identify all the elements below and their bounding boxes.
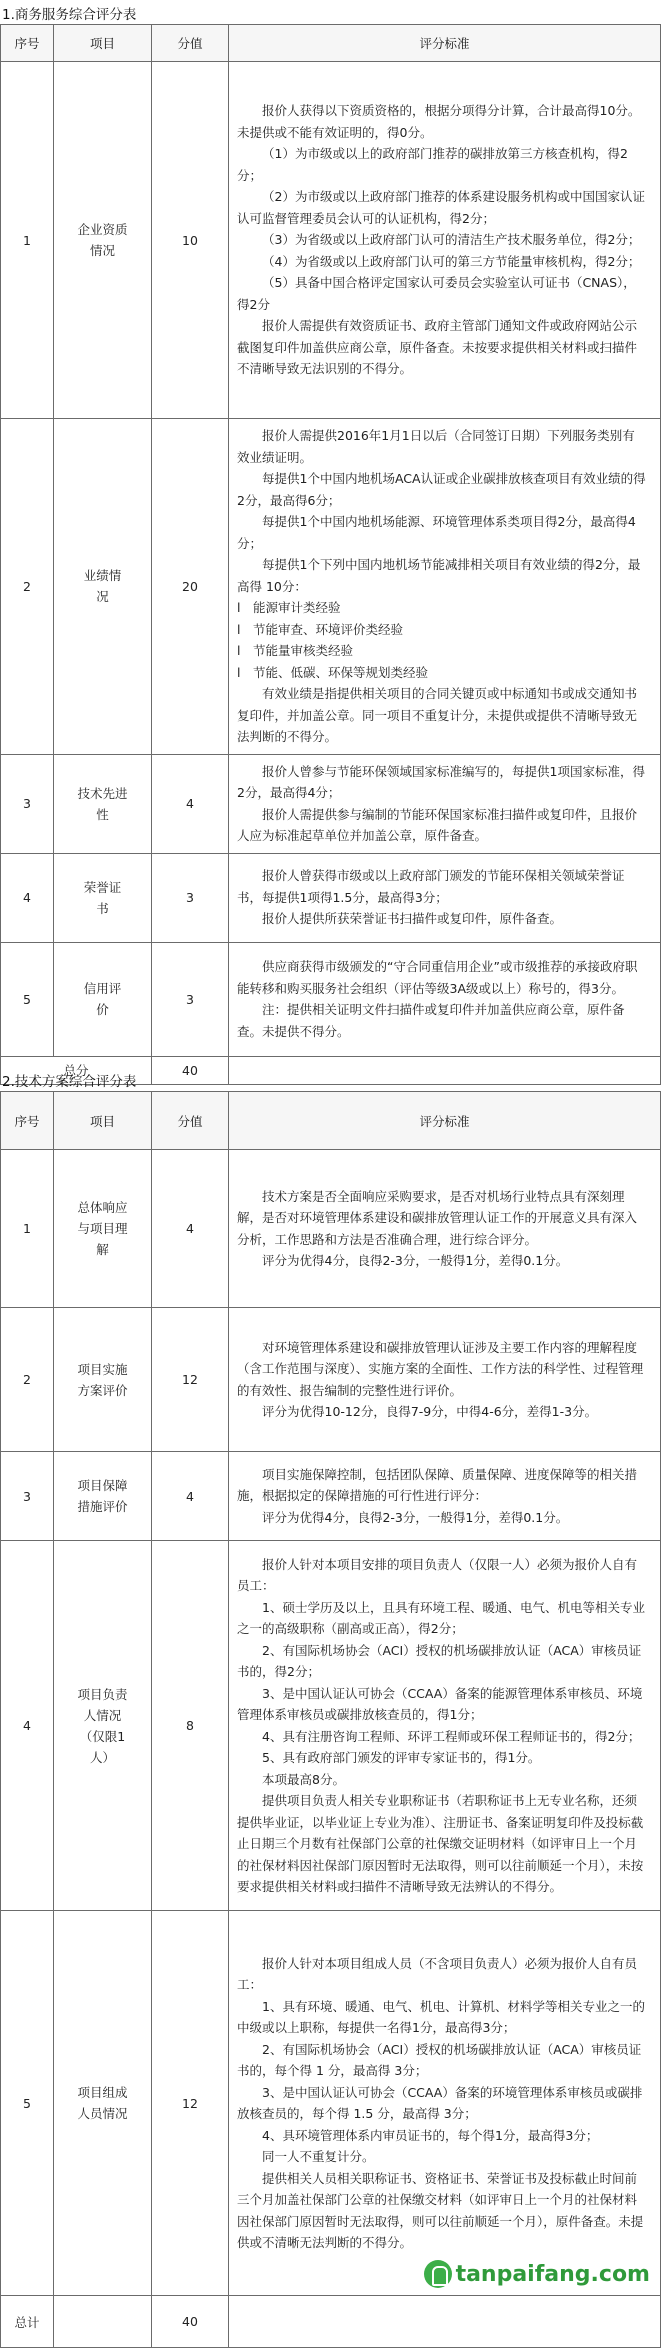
row-no: 4 xyxy=(1,1541,54,1911)
row-criteria xyxy=(229,1911,661,2296)
criteria-line: l 节能、低碳、环保等规划类经验 xyxy=(237,664,428,680)
criteria-line: 每提供1个中国内地机场能源、环境管理体系类项目得2分，最高得4分； xyxy=(237,514,636,551)
criteria-line: l 节能审查、环境评价类经验 xyxy=(237,621,403,637)
row-criteria xyxy=(229,62,661,419)
row-item: 项目保障措施评价 xyxy=(54,1452,152,1541)
row-criteria xyxy=(229,853,661,942)
row-score: 20 xyxy=(152,419,229,755)
criteria-line: 同一人不重复计分。 xyxy=(262,2149,375,2164)
criteria-line: 提供相关人员相关职称证书、资格证书、荣誉证书及投标截止时间前三个月加盖社保部门公章的社保缴交材料（如评审日上一个月的社保材料因社保部门原因暂时无法取得，则可以往前顺延一个月），原件备查。未提供或不清晰无法判断的不得分。 xyxy=(237,2170,644,2250)
row-item: 项目组成人员情况 xyxy=(54,1911,152,2296)
criteria-line: 技术方案是否全面响应采购要求，是否对机场行业特点具有深刻理解，是否对环境管理体系建设和碳排放管理认证工作的开展意义具有深入分析，工作思路和方法是否准确合理，进行综合评分。 xyxy=(237,1188,638,1247)
table-row xyxy=(1,419,661,755)
table-row xyxy=(1,1911,661,2296)
header-no: 序号 xyxy=(1,25,54,62)
total-label: 总计 xyxy=(1,2296,54,2348)
section2-title: 2.技术方案综合评分表 xyxy=(2,1074,137,1090)
total-row xyxy=(1,2296,661,2348)
table-row xyxy=(1,1308,661,1452)
table-row xyxy=(1,62,661,419)
criteria-line: 供应商获得市级颁发的“守合同重信用企业”或市级推荐的承接政府职能转移和购买服务社会组织（评估等级3A级或以上）称号的，得3分。 xyxy=(237,959,638,996)
table-row xyxy=(1,1150,661,1308)
criteria-line: 报价人需提供有效资质证书、政府主管部门通知文件或政府网站公示截图复印件加盖供应商公章，原件备查。未按要求提供相关材料或扫描件不清晰导致无法识别的不得分。 xyxy=(237,318,638,377)
row-score: 4 xyxy=(152,1150,229,1308)
criteria-line: （4）为省级或以上政府部门认可的第三方节能量审核机构，得2分； xyxy=(262,253,641,269)
header-item: 项目 xyxy=(54,25,152,62)
criteria-line: 本项最高8分。 xyxy=(262,1771,345,1787)
total-score: 40 xyxy=(152,1056,229,1084)
business-score-table xyxy=(0,24,661,1085)
row-criteria xyxy=(229,1308,661,1452)
row-item: 企业资质情况 xyxy=(54,62,152,419)
criteria-line: （3）为省级或以上政府部门认可的清洁生产技术服务单位，得2分； xyxy=(262,232,641,248)
criteria-line: 注：提供相关证明文件扫描件或复印件并加盖供应商公章，原件备查。未提供不得分。 xyxy=(237,1002,625,1039)
criteria-line: 报价人针对本项目组成人员（不含项目负责人）必须为报价人自有员工： xyxy=(237,1955,638,1992)
criteria-line: 2、有国际机场协会（ACI）授权的机场碳排放认证（ACA）审核员证书的，得2分； xyxy=(237,1642,642,1679)
row-score: 4 xyxy=(152,754,229,853)
row-item: 信用评价 xyxy=(54,942,152,1056)
row-score: 12 xyxy=(152,1911,229,2296)
header-score: 分值 xyxy=(152,1092,229,1150)
row-item: 项目负责人情况（仅限1人） xyxy=(54,1541,152,1911)
row-item: 总体响应与项目理解 xyxy=(54,1150,152,1308)
table-row xyxy=(1,1452,661,1541)
header-score: 分值 xyxy=(152,25,229,62)
row-item: 技术先进性 xyxy=(54,754,152,853)
table-row xyxy=(1,942,661,1056)
criteria-line: 5、具有政府部门颁发的评审专家证书的，得1分。 xyxy=(262,1750,541,1765)
watermark-text: tanpaifang.com xyxy=(455,2261,650,2287)
row-criteria xyxy=(229,1150,661,1308)
criteria-line: （2）为市级或以上政府部门推荐的体系建设服务机构或中国国家认证认可监督管理委员会认可的认证机构，得2分； xyxy=(237,189,645,226)
criteria-line: 1、硕士学历及以上，且具有环境工程、暖通、电气、机电等相关专业之一的高级职称（副高或正高），得2分； xyxy=(237,1599,645,1636)
table-row xyxy=(1,1541,661,1911)
criteria-line: 对环境管理体系建设和碳排放管理认证涉及主要工作内容的理解程度（含工作范围与深度）、实施方案的全面性、工作方法的科学性、过程管理的有效性、报告编制的完整性进行评价。 xyxy=(237,1339,644,1398)
row-criteria xyxy=(229,1541,661,1911)
criteria-line: （1）为市级或以上的政府部门推荐的碳排放第三方核查机构，得2分； xyxy=(237,146,628,183)
criteria-line: 3、是中国认证认可协会（CCAA）备案的能源管理体系审核员、环境管理体系审核员或碳排放核查员的，得1分； xyxy=(237,1685,643,1722)
row-no: 4 xyxy=(1,853,54,942)
row-score: 3 xyxy=(152,942,229,1056)
criteria-line: （5）具备中国合格评定国家认可委员会实验室认可证书（CNAS），得2分 xyxy=(237,275,636,312)
criteria-line: 评分为优得4分，良得2-3分，一般得1分，差得0.1分。 xyxy=(262,1509,569,1525)
header-item: 项目 xyxy=(54,1092,152,1150)
row-score: 10 xyxy=(152,62,229,419)
criteria-line: 有效业绩是指提供相关项目的合同关键页或中标通知书或成交通知书复印件，并加盖公章。同一项目不重复计分，未提供或提供不清晰导致无法判断的不得分。 xyxy=(237,686,638,744)
total-score: 40 xyxy=(152,2296,229,2348)
row-no: 1 xyxy=(1,1150,54,1308)
row-no: 2 xyxy=(1,419,54,755)
row-item: 项目实施方案评价 xyxy=(54,1308,152,1452)
table-row xyxy=(1,754,661,853)
carbon-leaf-icon xyxy=(424,2260,452,2288)
criteria-line: 每提供1个下列中国内地机场节能减排相关项目有效业绩的得2分，最高得 10分： xyxy=(237,557,641,594)
row-item: 荣誉证书 xyxy=(54,853,152,942)
criteria-line: 评分为优得10-12分，良得7-9分，中得4-6分，差得1-3分。 xyxy=(262,1404,598,1419)
header-criteria: 评分标准 xyxy=(229,25,661,62)
criteria-line: 报价人提供所获荣誉证书扫描件或复印件，原件备查。 xyxy=(262,911,563,927)
total-item-empty xyxy=(54,2296,152,2348)
criteria-line: 4、具环境管理体系内审员证书的，每个得1分，最高得3分； xyxy=(262,2127,599,2143)
table-row xyxy=(1,853,661,942)
row-no: 5 xyxy=(1,1911,54,2296)
criteria-line: 每提供1个中国内地机场ACA认证或企业碳排放核查项目有效业绩的得2分，最高得6分； xyxy=(237,471,646,508)
row-score: 3 xyxy=(152,853,229,942)
row-criteria xyxy=(229,942,661,1056)
criteria-line: 报价人需提供2016年1月1日以后（合同签订日期）下列服务类别有效业绩证明。 xyxy=(237,428,635,465)
criteria-line: 报价人针对本项目安排的项目负责人（仅限一人）必须为报价人自有员工： xyxy=(237,1556,638,1593)
total-criteria-empty xyxy=(229,2296,661,2348)
technical-score-table xyxy=(0,1091,661,2348)
row-no: 3 xyxy=(1,1452,54,1541)
row-no: 5 xyxy=(1,942,54,1056)
criteria-line: 报价人曾参与节能环保领域国家标准编写的，每提供1项国家标准，得2分，最高得4分； xyxy=(237,763,645,800)
criteria-line: 报价人需提供参与编制的节能环保国家标准扫描件或复印件，且报价人应为标准起草单位并加盖公章，原件备查。 xyxy=(237,806,638,843)
row-criteria xyxy=(229,419,661,755)
row-no: 1 xyxy=(1,62,54,419)
criteria-line: l 能源审计类经验 xyxy=(237,600,341,615)
total-label: 总分 xyxy=(1,1056,152,1084)
criteria-line: 报价人获得以下资质资格的，根据分项得分计算，合计最高得10分。未提供或不能有效证明的，得0分。 xyxy=(237,103,641,140)
criteria-line: 评分为优得4分，良得2-3分，一般得1分，差得0.1分。 xyxy=(262,1253,569,1268)
row-no: 2 xyxy=(1,1308,54,1452)
criteria-line: 提供项目负责人相关专业职称证书（若职称证书上无专业名称，还须提供毕业证，以毕业证上专业为准）、注册证书、备案证明复印件及投标截止日期三个月数有社保部门公章的社保缴交证明材料（如评审日上一个月的社保材料因社保部门原因暂时无法取得，则可以往前顺延一个月），未按要求提供相关材料或扫描件不清晰导致无法辨认的不得分。 xyxy=(237,1793,644,1894)
row-criteria xyxy=(229,1452,661,1541)
table-header-row xyxy=(1,25,661,62)
table-header-row xyxy=(1,1092,661,1150)
criteria-line: 2、有国际机场协会（ACI）授权的机场碳排放认证（ACA）审核员证书的，每个得 1 分，最高得 3分； xyxy=(237,2041,642,2078)
row-item: 业绩情况 xyxy=(54,419,152,755)
row-score: 12 xyxy=(152,1308,229,1452)
criteria-line: 项目实施保障控制，包括团队保障、质量保障、进度保障等的相关措施，根据拟定的保障措施的可行性进行评分： xyxy=(237,1466,638,1504)
criteria-line: l 节能量审核类经验 xyxy=(237,643,353,658)
criteria-line: 4、具有注册咨询工程师、环评工程师或环保工程师证书的，得2分； xyxy=(262,1728,641,1744)
row-no: 3 xyxy=(1,754,54,853)
criteria-line: 3、是中国认证认可协会（CCAA）备案的环境管理体系审核员或碳排放核查员的，每个得 1.5 分，最高得 3分； xyxy=(237,2084,643,2121)
criteria-line: 1、具有环境、暖通、电气、机电、计算机、材料学等相关专业之一的中级或以上职称，每提供一名得1分，最高得3分； xyxy=(237,1998,645,2035)
section1-title: 1.商务服务综合评分表 xyxy=(2,7,137,23)
row-criteria xyxy=(229,754,661,853)
site-watermark xyxy=(424,2260,650,2288)
row-score: 8 xyxy=(152,1541,229,1911)
header-criteria: 评分标准 xyxy=(229,1092,661,1150)
row-score: 4 xyxy=(152,1452,229,1541)
criteria-line: 报价人曾获得市级或以上政府部门颁发的节能环保相关领域荣誉证书，每提供1项得1.5分，最高得3分； xyxy=(237,868,625,905)
header-no: 序号 xyxy=(1,1092,54,1150)
total-criteria-empty xyxy=(229,1056,661,1084)
